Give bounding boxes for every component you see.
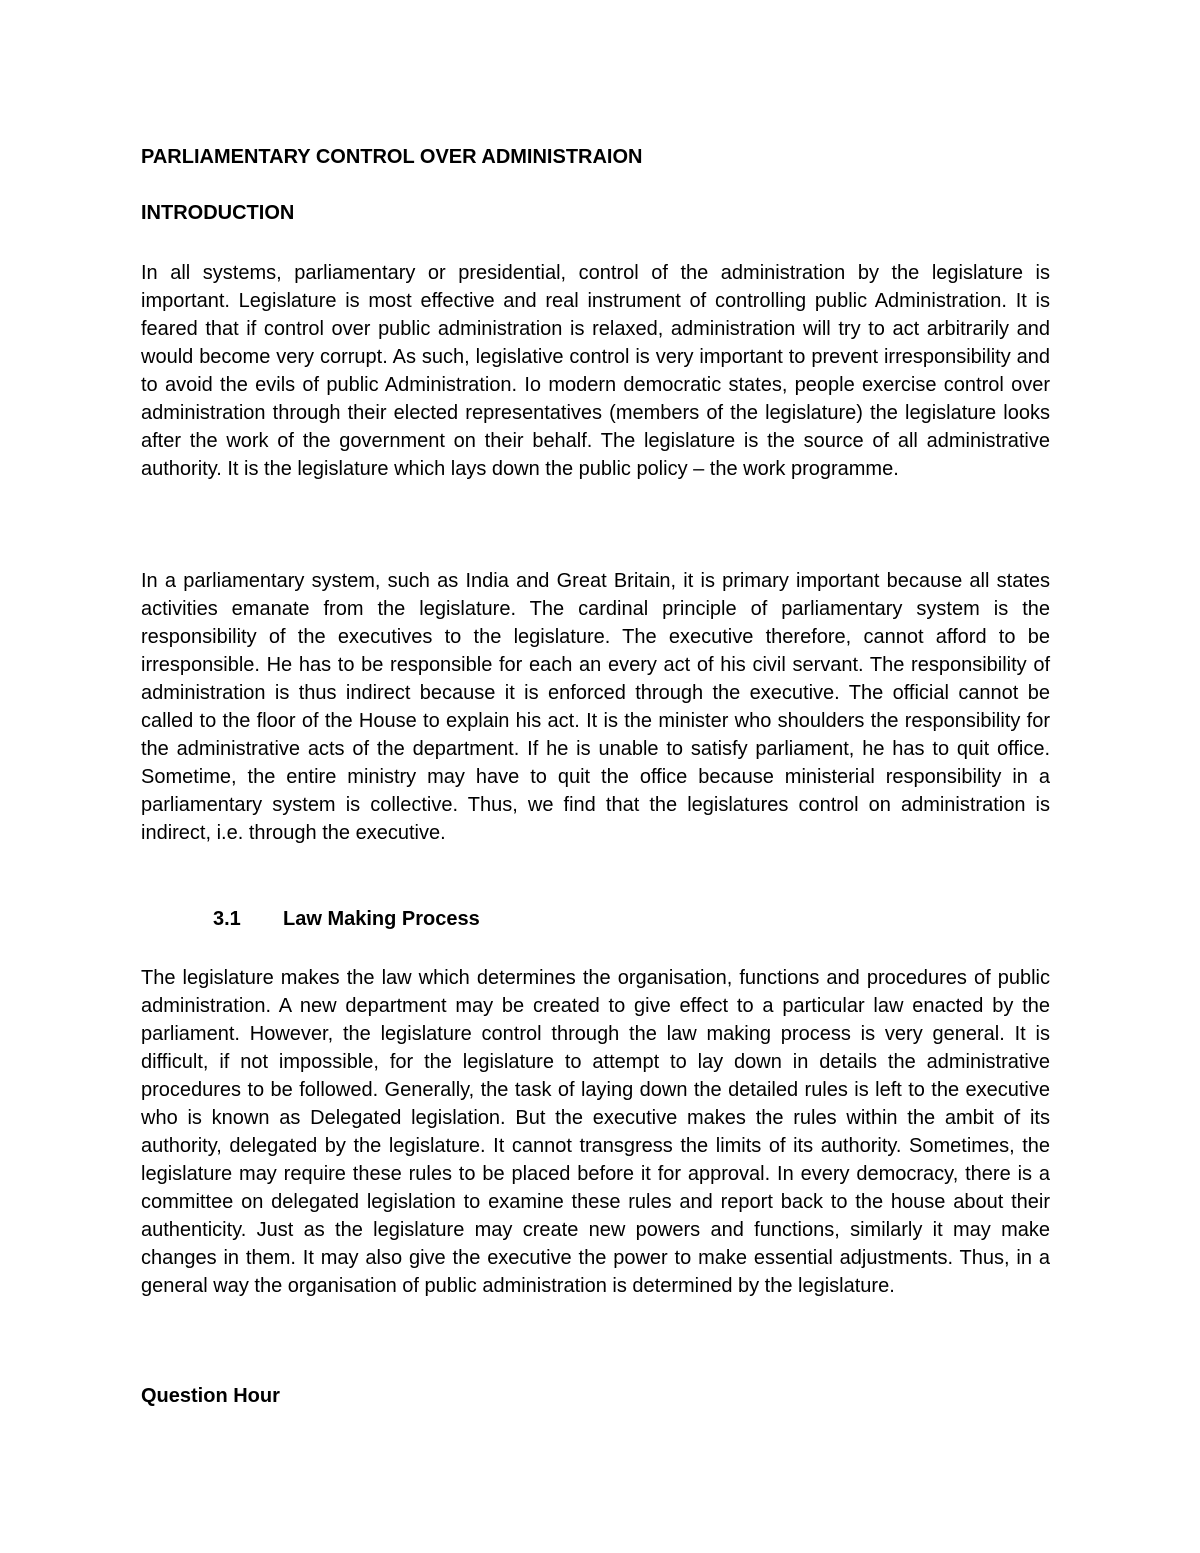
- question-hour-heading: Question Hour: [141, 1385, 280, 1407]
- section-number: 3.1: [213, 908, 241, 930]
- introduction-paragraph-1: In all systems, parliamentary or presidential, control of the administration by the legislature is important. Legislature is most effective and real instrument of controlling public Administration. It is feared that if control over public administration is relaxed, administration will try to act arbitrarily and would become very corrupt. As such, legislative control is very important to prevent irresponsibility and to avoid the evils of public Administration. Io modern democratic states, people exercise control over administration through their elected representatives (members of the legislature) the legislature looks after the work of the government on their behalf. The legislature is the source of all administrative authority. It is the legislature which lays down the public policy – the work programme.: [141, 262, 1050, 480]
- document-title: PARLIAMENTARY CONTROL OVER ADMINISTRAION: [141, 146, 643, 168]
- section-heading-law-making: [213, 905, 480, 933]
- introduction-paragraph-2: In a parliamentary system, such as India and Great Britain, it is primary important because all states activities emanate from the legislature. The cardinal principle of parliamentary system is the responsibility of the executives to the legislature. The executive therefore, cannot afford to be irresponsible. He has to be responsible for each an every act of his civil servant. The responsibility of administration is thus indirect because it is enforced through the executive. The official cannot be called to the floor of the House to explain his act. It is the minister who shoulders the responsibility for the administrative acts of the department. If he is unable to satisfy parliament, he has to quit office. Sometime, the entire ministry may have to quit the office because ministerial responsibility in a parliamentary system is collective. Thus, we find that the legislatures control on administration is indirect, i.e. through the executive.: [141, 570, 1050, 844]
- law-making-paragraph: The legislature makes the law which determines the organisation, functions and procedures of public administration. A new department may be created to give effect to a particular law enacted by the parliament. However, the legislature control through the law making process is very general. It is difficult, if not impossible, for the legislature to attempt to lay down in details the administrative procedures to be followed. Generally, the task of laying down the detailed rules is left to the executive who is known as Delegated legislation. But the executive makes the rules within the ambit of its authority, delegated by the legislature. It cannot transgress the limits of its authority. Sometimes, the legislature may require these rules to be placed before it for approval. In every democracy, there is a committee on delegated legislation to examine these rules and report back to the house about their authenticity. Just as the legislature may create new powers and functions, similarly it may make changes in them. It may also give the executive the power to make essential adjustments. Thus, in a general way the organisation of public administration is determined by the legislature.: [141, 967, 1050, 1297]
- introduction-heading: INTRODUCTION: [141, 202, 295, 224]
- section-title: Law Making Process: [283, 908, 480, 930]
